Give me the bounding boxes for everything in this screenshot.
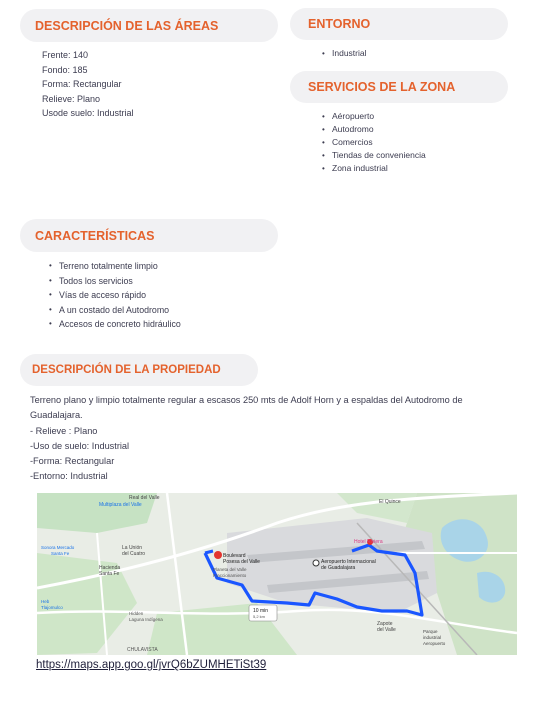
map-label: Real del Valle	[129, 495, 160, 501]
map-label: Hidden	[129, 611, 144, 616]
map-label: Aeropuerto Internacional	[321, 559, 376, 565]
map-label: CHULAVISTA	[127, 647, 158, 653]
propiedad-line: -Uso de suelo: Industrial	[30, 440, 130, 451]
entorno-title: ENTORNO	[308, 17, 371, 31]
map-label: Hacienda	[99, 565, 121, 571]
route-time: 10 min	[253, 608, 269, 614]
section-heading-servicios	[290, 71, 508, 103]
map-label: Tlajomulco	[41, 605, 63, 610]
map-label: La Unión	[122, 545, 143, 551]
location-map[interactable]	[37, 493, 517, 655]
map-label: El Quince	[379, 499, 401, 505]
servicios-item: • Autodromo	[320, 123, 426, 136]
servicios-title: SERVICIOS DE LA ZONA	[308, 80, 456, 94]
section-heading-propiedad	[20, 354, 258, 386]
servicios-item: • Aéropuerto	[320, 110, 426, 123]
map-label: de Guadalajara	[321, 565, 356, 571]
map-link[interactable]: https://maps.app.goo.gl/jvrQ6bZUMHETiSt39	[36, 659, 267, 671]
areas-details	[42, 48, 134, 121]
map-label: Posesa del Valle	[223, 559, 260, 565]
caracteristicas-item: • Terreno totalmente limpio	[47, 259, 181, 274]
propiedad-line: Terreno plano y limpio totalmente regular a escasos 250 mts de Adolf Horn y a espaldas del Autodromo de	[30, 395, 463, 405]
areas-line: Fondo: 185	[42, 64, 88, 75]
map-label: industrial	[423, 635, 442, 640]
caracteristicas-title: CARACTERÍSTICAS	[35, 228, 155, 243]
propiedad-line: Guadalajara.	[30, 410, 83, 421]
caracteristicas-item: • A un costado del Autodromo	[47, 303, 181, 318]
destination-pin-icon	[214, 551, 222, 559]
areas-line: Frente: 140	[42, 50, 89, 60]
servicios-item: • Comercios	[320, 136, 426, 149]
map-label: Laguna Indígena	[129, 617, 163, 622]
map-label: Fraccionamiento	[213, 573, 247, 578]
map-label: Boulevard	[223, 553, 246, 559]
map-label: Parque	[423, 629, 438, 634]
propiedad-description	[30, 393, 525, 485]
entorno-item: • Industrial	[320, 47, 367, 60]
propiedad-line: -Entorno: Industrial	[30, 471, 108, 482]
servicios-item: • Tiendas de conveniencia	[320, 149, 426, 162]
propiedad-line: - Relieve : Plano	[30, 425, 98, 436]
caracteristicas-item: • Accesos de concreto hidráulico	[47, 317, 181, 332]
map-label: Sonora Mercado	[41, 545, 75, 550]
map-canvas	[37, 493, 517, 655]
servicios-item: • Zona industrial	[320, 162, 426, 175]
route-distance: 5,2 km	[253, 614, 266, 619]
map-label: Planeta del Valle	[213, 567, 247, 572]
route-line	[205, 551, 213, 553]
map-label: Zapote	[377, 621, 393, 627]
areas-title: DESCRIPCIÓN DE LAS ÁREAS	[35, 18, 219, 33]
areas-line: Relieve: Plano	[42, 93, 101, 104]
caracteristicas-item: • Vías de acceso rápido	[47, 288, 181, 303]
map-label: Aeropuerto	[423, 641, 446, 646]
map-label: Multiplaza del Valle	[99, 502, 142, 508]
caracteristicas-item: • Todos los servicios	[47, 274, 181, 289]
map-label: del Cuatro	[122, 551, 146, 557]
servicios-list	[320, 110, 426, 175]
map-label: Santa Fe	[51, 551, 70, 556]
map-label: Heb	[41, 599, 50, 604]
section-heading-caracteristicas	[20, 219, 278, 252]
map-label: del Valle	[377, 627, 396, 633]
caracteristicas-list	[47, 259, 181, 332]
map-label: Santa Fe	[99, 571, 120, 577]
areas-line: Forma: Rectangular	[42, 79, 122, 89]
map-label: Hotel Riviera	[354, 539, 383, 545]
origin-pin-icon	[313, 560, 319, 566]
entorno-list	[320, 47, 367, 60]
propiedad-line: -Forma: Rectangular	[30, 456, 115, 467]
propiedad-title: DESCRIPCIÓN DE LA PROPIEDAD	[32, 364, 221, 376]
section-heading-entorno	[290, 8, 508, 40]
section-heading-areas	[20, 9, 278, 42]
areas-line: Usode suelo: Industrial	[42, 108, 134, 118]
